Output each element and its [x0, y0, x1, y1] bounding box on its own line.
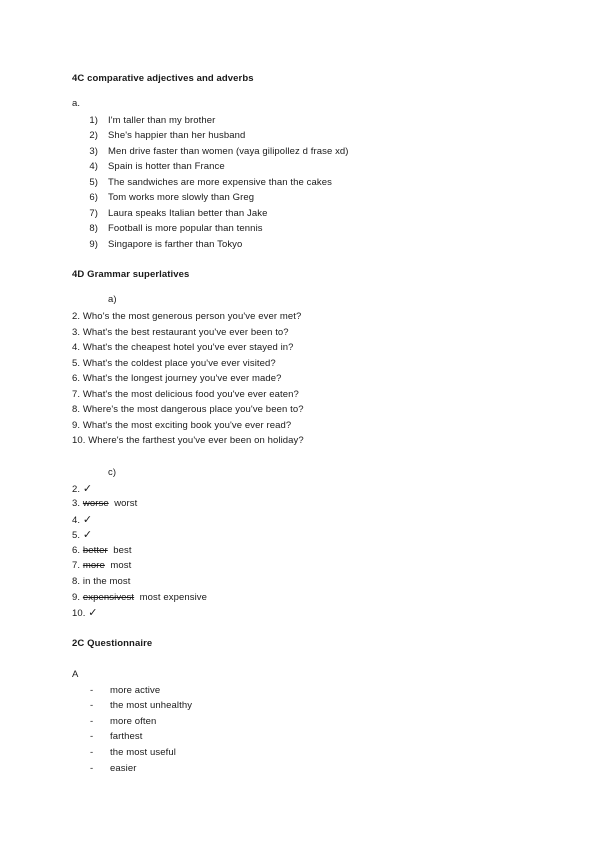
answer-number: 3. — [72, 498, 81, 509]
bullet-dash: - — [90, 700, 94, 711]
answer-line — [72, 576, 130, 588]
answer-text: best — [113, 545, 132, 556]
answer-number: 10. — [72, 608, 86, 619]
list-item-number: 7) — [89, 208, 98, 219]
list-item-text: Laura speaks Italian better than Jake — [108, 208, 268, 219]
answer-text: worst — [114, 498, 138, 509]
list-item — [90, 747, 176, 759]
list-item-text: Football is more popular than tennis — [108, 223, 263, 234]
answer-text: most expensive — [139, 592, 208, 603]
answer-line — [72, 545, 132, 557]
answer-text: in the most — [82, 576, 131, 587]
list-item — [90, 700, 192, 712]
answer-number: 9. — [72, 592, 81, 603]
list-item-number: 8) — [89, 223, 98, 234]
list-item — [78, 239, 242, 251]
list-item — [90, 685, 160, 697]
list-item — [78, 177, 332, 189]
struck-word: worse — [82, 498, 109, 509]
question-line: 7. What's the most delicious food you've ever eaten? — [72, 389, 299, 400]
list-item-number: 5) — [89, 177, 98, 188]
list-item-number: 1) — [89, 115, 98, 126]
question-line: 3. What's the best restaurant you've ever been to? — [72, 327, 289, 338]
answer-line — [72, 560, 131, 572]
checkmark-icon: ✓ — [82, 513, 93, 526]
list-item-number: 3) — [89, 146, 98, 157]
section-4d-title: 4D Grammar superlatives — [72, 269, 190, 280]
list-item-text: more often — [110, 716, 157, 727]
list-item-text: Men drive faster than women (vaya gilipollez d frase xd) — [108, 146, 349, 157]
checkmark-icon: ✓ — [82, 528, 93, 541]
list-item — [90, 763, 136, 775]
answer-line — [72, 514, 92, 527]
answer-number: 2. — [72, 484, 81, 495]
answer-line — [72, 607, 98, 620]
checkmark-icon: ✓ — [88, 606, 98, 619]
answer-line — [72, 498, 137, 510]
list-item — [78, 146, 349, 158]
list-item-text: I'm taller than my brother — [108, 115, 216, 126]
bullet-dash: - — [90, 747, 94, 758]
list-item — [78, 130, 245, 142]
answer-number: 4. — [72, 515, 81, 526]
section-4c-title: 4C comparative adjectives and adverbs — [72, 73, 254, 84]
question-line: 4. What's the cheapest hotel you've ever stayed in? — [72, 342, 294, 353]
list-item — [78, 192, 254, 204]
answer-line — [72, 529, 92, 542]
list-item — [78, 161, 225, 173]
list-item-number: 9) — [89, 239, 98, 250]
list-item-text: more active — [110, 685, 161, 696]
answer-text: most — [110, 560, 132, 571]
section-2c-title: 2C Questionnaire — [72, 638, 153, 649]
section-4c-label-a: a. — [72, 98, 81, 109]
question-line: 9. What's the most exciting book you've ever read? — [72, 420, 292, 431]
struck-word: expensivest — [82, 592, 135, 603]
question-line: 5. What's the coldest place you've ever visited? — [72, 358, 276, 369]
section-4d-label-a: a) — [108, 294, 117, 305]
list-item-number: 6) — [89, 192, 98, 203]
list-item — [78, 115, 215, 127]
list-item-text: The sandwiches are more expensive than the cakes — [108, 177, 332, 188]
answer-number: 7. — [72, 560, 81, 571]
checkmark-icon: ✓ — [82, 482, 93, 495]
list-item-text: easier — [110, 763, 137, 774]
question-line: 8. Where's the most dangerous place you've been to? — [72, 404, 304, 415]
section-2c-label-a: A — [72, 669, 79, 680]
struck-word: better — [82, 545, 108, 556]
bullet-dash: - — [90, 716, 94, 727]
answer-number: 5. — [72, 530, 81, 541]
list-item-text: She's happier than her husband — [108, 130, 246, 141]
list-item-text: Singapore is farther than Tokyo — [108, 239, 243, 250]
section-4d-label-c: c) — [108, 467, 117, 478]
list-item-number: 4) — [89, 161, 98, 172]
answer-number: 6. — [72, 545, 81, 556]
list-item — [78, 208, 268, 220]
list-item-text: farthest — [110, 731, 143, 742]
answer-number: 8. — [72, 576, 81, 587]
answer-line — [72, 483, 92, 496]
answer-line — [72, 592, 207, 604]
list-item-text: the most useful — [110, 747, 176, 758]
list-item — [78, 223, 263, 235]
list-item-text: Spain is hotter than France — [108, 161, 225, 172]
bullet-dash: - — [90, 731, 94, 742]
bullet-dash: - — [90, 685, 94, 696]
list-item — [90, 731, 142, 743]
question-line: 10. Where's the farthest you've ever been on holiday? — [72, 435, 304, 446]
question-line: 6. What's the longest journey you've ever made? — [72, 373, 282, 384]
question-line: 2. Who's the most generous person you've ever met? — [72, 311, 302, 322]
list-item — [90, 716, 156, 728]
list-item-text: Tom works more slowly than Greg — [108, 192, 255, 203]
struck-word: more — [82, 560, 105, 571]
list-item-text: the most unhealthy — [110, 700, 193, 711]
bullet-dash: - — [90, 763, 94, 774]
list-item-number: 2) — [89, 130, 98, 141]
